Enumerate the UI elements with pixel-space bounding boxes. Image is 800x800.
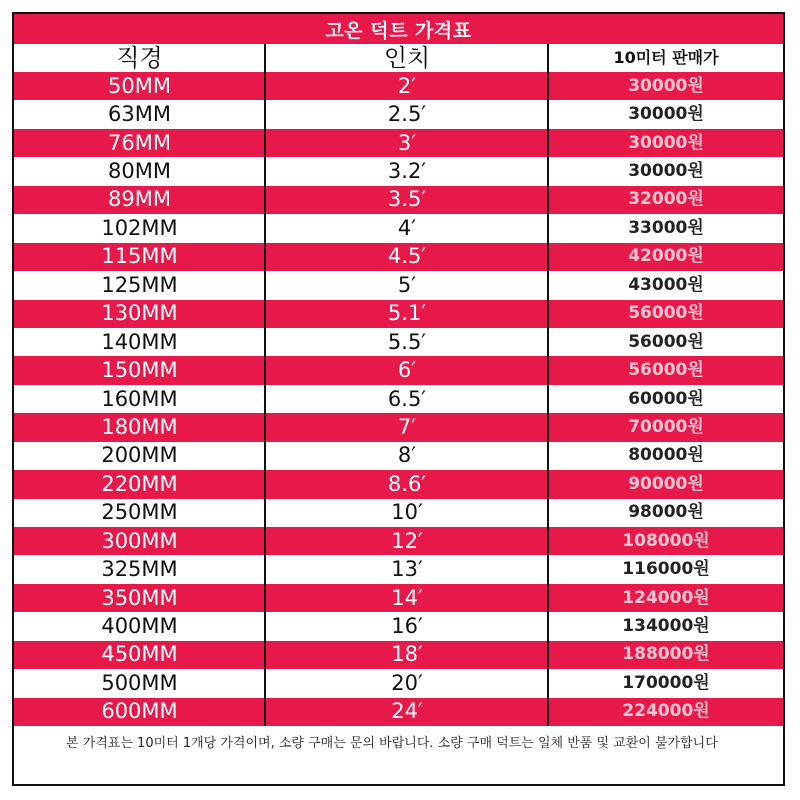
- price-cell: 60000원: [628, 388, 704, 409]
- inch-cell: 20′: [391, 670, 423, 695]
- diameter-cell: 220MM: [101, 471, 178, 496]
- table-row: [14, 100, 783, 128]
- price-cell: 30000원: [628, 104, 704, 125]
- diameter-cell: 150MM: [101, 358, 178, 383]
- diameter-cell: 76MM: [108, 130, 171, 155]
- inch-cell: 2′: [397, 73, 417, 98]
- table-row: [14, 413, 783, 441]
- diameter-cell: 250MM: [101, 500, 178, 525]
- header-inch: 인치: [383, 44, 431, 72]
- table-row: [14, 527, 783, 555]
- price-table: [14, 44, 783, 726]
- inch-cell: 14′: [391, 585, 423, 610]
- table-row: [14, 470, 783, 498]
- inch-cell: 8.6′: [387, 471, 427, 496]
- inch-cell: 3.5′: [387, 187, 427, 212]
- price-cell: 32000원: [628, 189, 704, 210]
- price-cell: 33000원: [628, 217, 704, 238]
- diameter-cell: 200MM: [101, 443, 178, 468]
- table-header: [14, 44, 783, 72]
- table-row: [14, 72, 783, 100]
- column-divider: [547, 44, 549, 726]
- table-row: [14, 356, 783, 384]
- table-row: [14, 442, 783, 470]
- inch-cell: 6′: [397, 358, 417, 383]
- table-row: [14, 698, 783, 726]
- inch-cell: 13′: [391, 557, 423, 582]
- inch-cell: 18′: [391, 642, 423, 667]
- table-row: [14, 328, 783, 356]
- price-cell: 108000원: [622, 530, 710, 551]
- price-cell: 80000원: [628, 445, 704, 466]
- diameter-cell: 125MM: [101, 272, 178, 297]
- table-row: [14, 385, 783, 413]
- diameter-cell: 50MM: [108, 73, 171, 98]
- price-cell: 90000원: [628, 473, 704, 494]
- diameter-cell: 500MM: [101, 670, 178, 695]
- inch-cell: 5.5′: [387, 329, 427, 354]
- inch-cell: 2.5′: [387, 102, 427, 127]
- inch-cell: 6.5′: [387, 386, 427, 411]
- inch-cell: 3′: [397, 130, 417, 155]
- diameter-cell: 160MM: [101, 386, 178, 411]
- diameter-cell: 89MM: [108, 187, 171, 212]
- price-cell: 98000원: [628, 502, 704, 523]
- inch-cell: 16′: [391, 614, 423, 639]
- price-cell: 224000원: [622, 701, 710, 722]
- diameter-cell: 80MM: [108, 159, 171, 184]
- diameter-cell: 180MM: [101, 414, 178, 439]
- diameter-cell: 115MM: [101, 244, 178, 269]
- header-diameter: 직경: [116, 44, 163, 72]
- inch-cell: 24′: [391, 699, 423, 724]
- price-cell: 134000원: [622, 616, 710, 637]
- price-cell: 56000원: [628, 331, 704, 352]
- table-row: [14, 243, 783, 271]
- price-cell: 70000원: [628, 416, 704, 437]
- inch-cell: 4.5′: [387, 244, 427, 269]
- diameter-cell: 140MM: [101, 329, 178, 354]
- table-row: [14, 499, 783, 527]
- inch-cell: 5′: [397, 272, 417, 297]
- price-cell: 43000원: [628, 274, 704, 295]
- table-row: [14, 584, 783, 612]
- table-row: [14, 186, 783, 214]
- inch-cell: 3.2′: [387, 159, 427, 184]
- price-cell: 30000원: [628, 161, 704, 182]
- diameter-cell: 400MM: [101, 614, 178, 639]
- table-row: [14, 555, 783, 583]
- price-cell: 56000원: [628, 360, 704, 381]
- table-row: [14, 300, 783, 328]
- table-row: [14, 157, 783, 185]
- table-row: [14, 641, 783, 669]
- footnote: 본 가격표는 10미터 1개당 가격이며, 소량 구매는 문의 바랍니다. 소량 구매 덕트는 일체 반품 및 교환이 불가합니다: [66, 736, 718, 752]
- table-row: [14, 669, 783, 697]
- price-cell: 188000원: [622, 644, 710, 665]
- diameter-cell: 325MM: [101, 557, 178, 582]
- table-body: [14, 72, 783, 726]
- price-cell: 30000원: [628, 75, 704, 96]
- inch-cell: 4′: [397, 215, 417, 240]
- price-cell: 30000원: [628, 132, 704, 153]
- price-cell: 42000원: [628, 246, 704, 267]
- column-divider: [264, 44, 266, 726]
- inch-cell: 5.1′: [387, 301, 427, 326]
- table-row: [14, 129, 783, 157]
- diameter-cell: 130MM: [101, 301, 178, 326]
- inch-cell: 12′: [391, 528, 423, 553]
- price-cell: 116000원: [622, 559, 710, 580]
- table-row: [14, 214, 783, 242]
- inch-cell: 7′: [397, 414, 417, 439]
- diameter-cell: 600MM: [101, 699, 178, 724]
- inch-cell: 10′: [391, 500, 423, 525]
- price-cell: 170000원: [622, 672, 710, 693]
- diameter-cell: 102MM: [101, 215, 178, 240]
- inch-cell: 8′: [397, 443, 417, 468]
- diameter-cell: 300MM: [101, 528, 178, 553]
- table-row: [14, 612, 783, 640]
- diameter-cell: 63MM: [108, 102, 171, 127]
- table-title: 고온 덕트 가격표: [14, 14, 783, 44]
- table-row: [14, 271, 783, 299]
- header-price: 10미터 판매가: [613, 48, 719, 67]
- price-table-frame: [12, 12, 785, 786]
- diameter-cell: 450MM: [101, 642, 178, 667]
- price-cell: 124000원: [622, 587, 710, 608]
- price-cell: 56000원: [628, 303, 704, 324]
- diameter-cell: 350MM: [101, 585, 178, 610]
